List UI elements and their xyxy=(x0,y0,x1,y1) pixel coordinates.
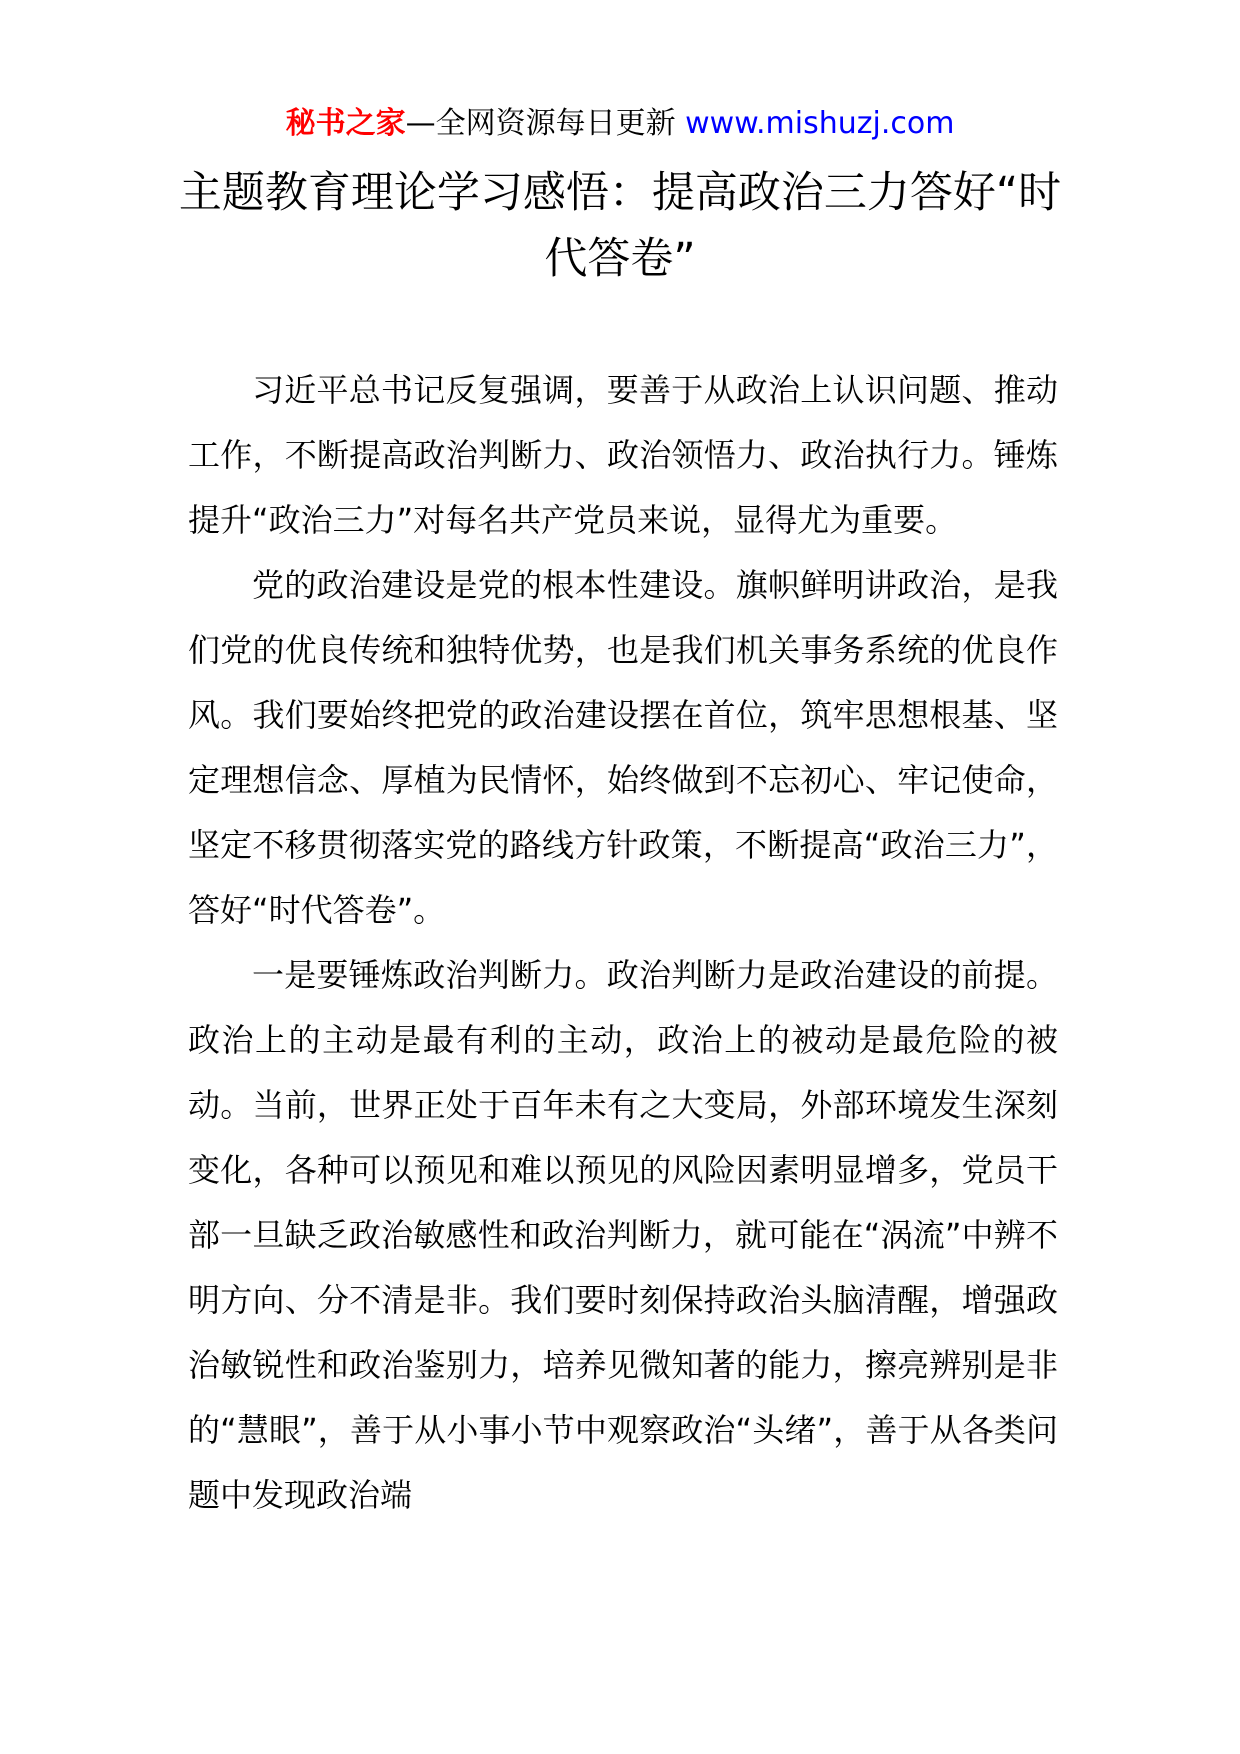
site-slogan: —全网资源每日更新 xyxy=(405,106,686,141)
body-paragraph-3: 一是要锤炼政治判断力。政治判断力是政治建设的前提。政治上的主动是最有利的主动，政治上的被动是最危险的被动。当前，世界正处于百年未有之大变局，外部环境发生深刻变化，各种可以预见和难以预见的风险因素明显增多，党员干部一旦缺乏政治敏感性和政治判断力，就可能在“涡流”中辨不明方向、分不清是非。我们要时刻保持政治头脑清醒，增强政治敏锐性和政治鉴别力，培养见微知著的能力，擦亮辨别是非的“慧眼”，善于从小事小节中观察政治“头绪”，善于从各类问题中发现政治端 xyxy=(188,956,1058,1514)
site-url-link[interactable]: www.mishuzj.com xyxy=(685,106,955,141)
document-body xyxy=(188,358,1058,1528)
site-header-banner xyxy=(0,102,1240,146)
site-brand-name: 秘书之家 xyxy=(285,106,406,141)
body-paragraph-1: 习近平总书记反复强调，要善于从政治上认识问题、推动工作，不断提高政治判断力、政治领悟力、政治执行力。锤炼提升“政治三力”对每名共产党员来说，显得尤为重要。 xyxy=(188,371,1058,539)
document-title: 主题教育理论学习感悟：提高政治三力答好“时代答卷” xyxy=(178,168,1062,284)
body-paragraph-2: 党的政治建设是党的根本性建设。旗帜鲜明讲政治，是我们党的优良传统和独特优势，也是我们机关事务系统的优良作风。我们要始终把党的政治建设摆在首位，筑牢思想根基、坚定理想信念、厚植为民情怀，始终做到不忘初心、牢记使命，坚定不移贯彻落实党的路线方针政策，不断提高“政治三力”，答好“时代答卷”。 xyxy=(188,566,1058,929)
